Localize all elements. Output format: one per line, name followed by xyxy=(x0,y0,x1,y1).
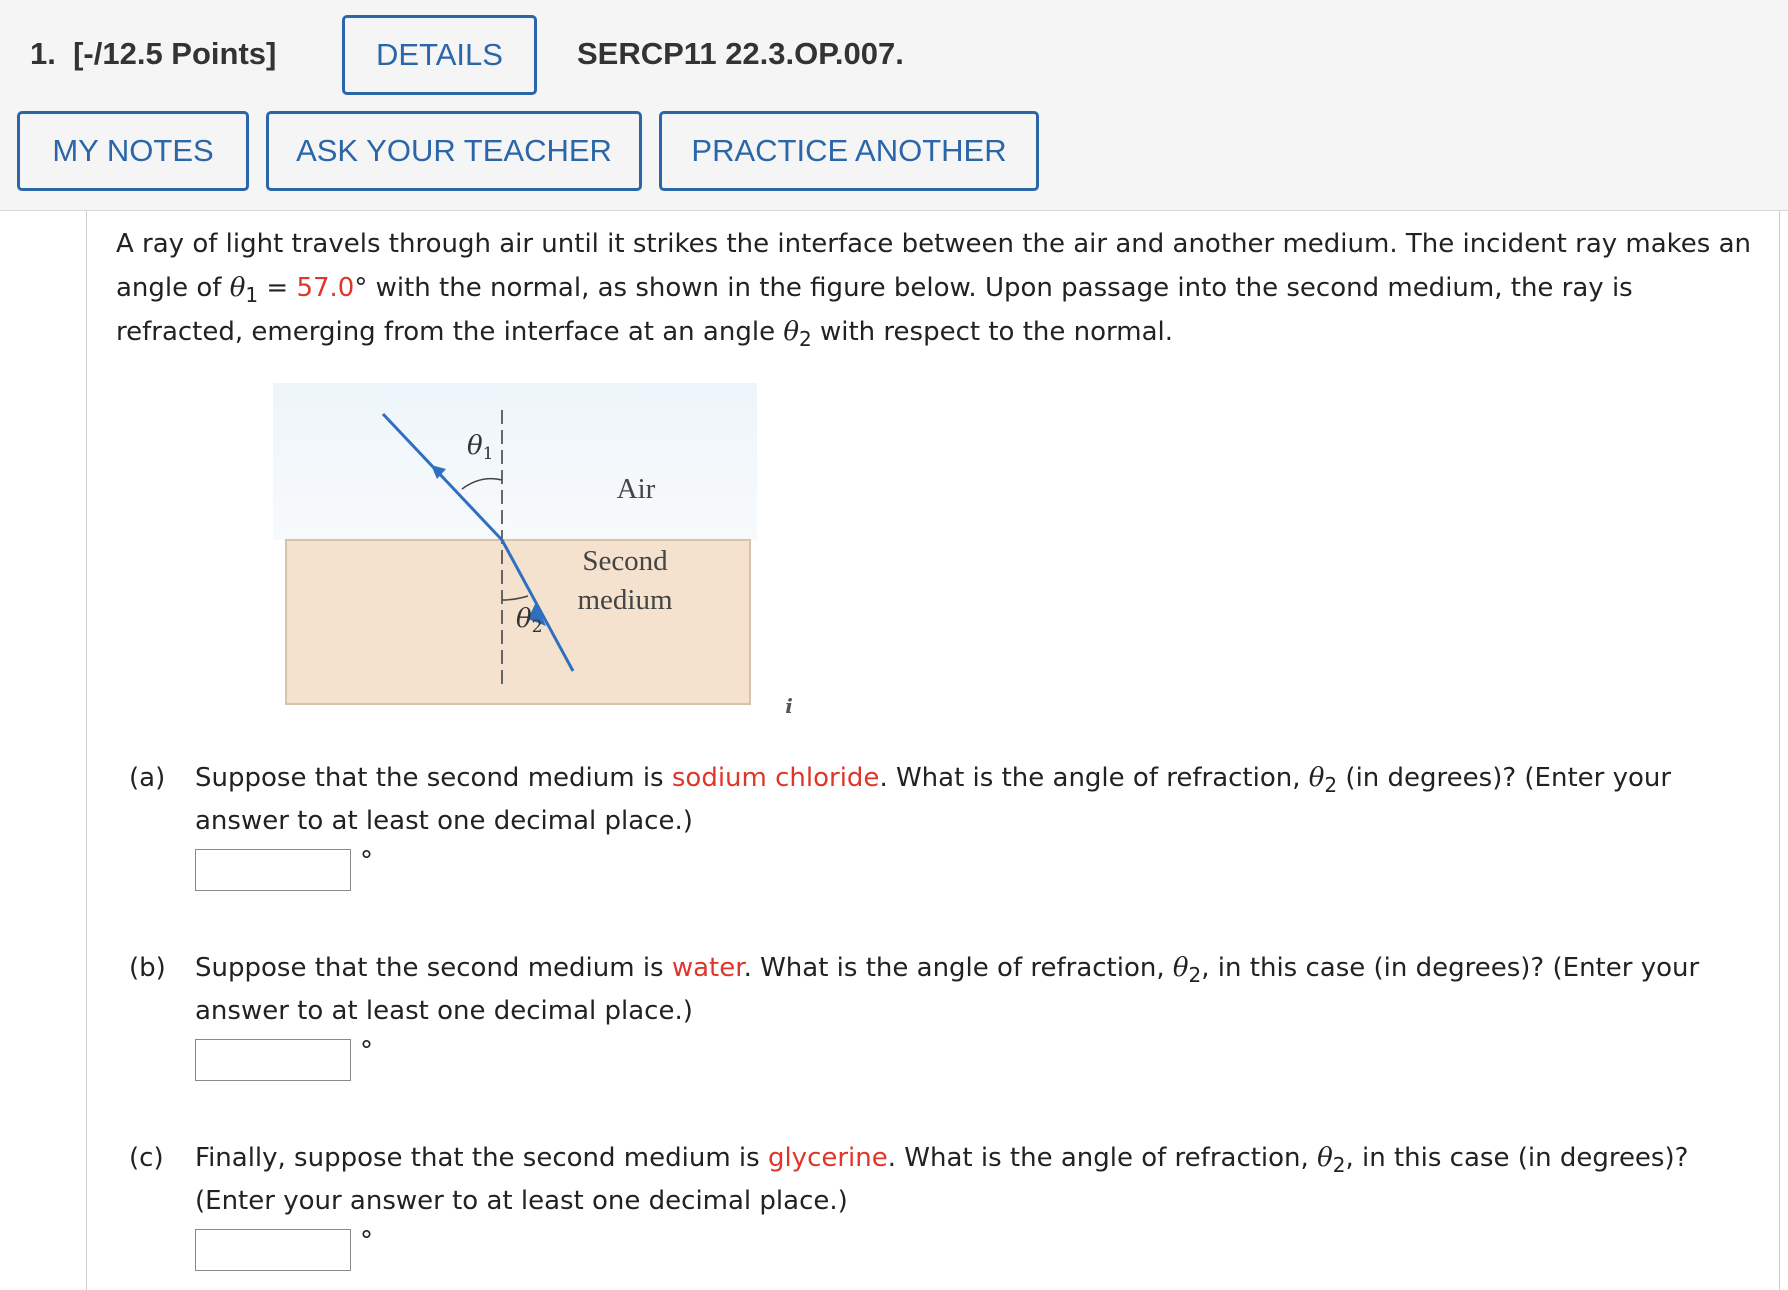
question-number: 1. [-/12.5 Points] xyxy=(30,36,277,71)
air-region xyxy=(273,383,757,540)
part-c-answer-input[interactable] xyxy=(195,1229,351,1271)
part-c-label: (c) xyxy=(129,1143,164,1173)
part-a-question: Suppose that the second medium is sodium chloride. What is the angle of refraction, $\theta_2$ (in degrees)? (Enter your answer to at least one decimal place.) xyxy=(195,763,1672,836)
part-b-medium: water xyxy=(671,953,744,983)
problem-statement: A ray of light travels through air until it strikes the interface between the air and another medium. The incident ray makes an angle of $\theta_1 = 57.0^\circ$ with the normal, as shown in the figure below. Upon passage into the second medium, the ray is refracted, emerging from the interface at an angle $\theta_2$ with respect to the normal. xyxy=(116,229,1752,352)
part-a-medium: sodium chloride xyxy=(671,763,880,793)
practice-another-button[interactable]: PRACTICE ANOTHER xyxy=(659,111,1039,191)
content-border-left xyxy=(86,210,87,1290)
part-c-degree-unit: ° xyxy=(360,1226,373,1256)
part-b-label: (b) xyxy=(129,953,166,983)
theta1-label: θ1 xyxy=(467,431,494,464)
refraction-figure xyxy=(270,380,760,730)
part-b-question: Suppose that the second medium is water. What is the angle of refraction, $\theta_2$, in this case (in degrees)? (Enter your answer to at least one decimal place.) xyxy=(195,953,1700,1026)
ask-your-teacher-button[interactable]: ASK YOUR TEACHER xyxy=(266,111,642,191)
part-c-medium: glycerine xyxy=(767,1143,888,1173)
part-a-label: (a) xyxy=(129,763,166,793)
points-label: [-/12.5 Points] xyxy=(73,36,277,71)
content-border-right xyxy=(1779,210,1780,1290)
details-button[interactable]: DETAILS xyxy=(342,15,537,95)
second-medium-label-line1: Second xyxy=(582,545,668,577)
part-a-degree-unit: ° xyxy=(360,846,373,876)
given-angle: 57.0 xyxy=(296,273,355,303)
my-notes-button[interactable]: MY NOTES xyxy=(17,111,249,191)
info-icon-glyph[interactable]: i xyxy=(785,694,793,718)
part-b-degree-unit: ° xyxy=(360,1036,373,1066)
part-a-answer-input[interactable] xyxy=(195,849,351,891)
part-c-question: Finally, suppose that the second medium is glycerine. What is the angle of refraction, $\theta_2$, in this case (in degrees)? (Enter your answer to at least one decimal place.) xyxy=(195,1143,1689,1216)
air-label: Air xyxy=(616,473,656,505)
question-id: SERCP11 22.3.OP.007. xyxy=(577,36,904,71)
part-b-answer-input[interactable] xyxy=(195,1039,351,1081)
second-medium-label-line2: medium xyxy=(577,584,673,616)
question-header xyxy=(0,0,1788,211)
theta2-label: θ2 xyxy=(516,604,543,637)
